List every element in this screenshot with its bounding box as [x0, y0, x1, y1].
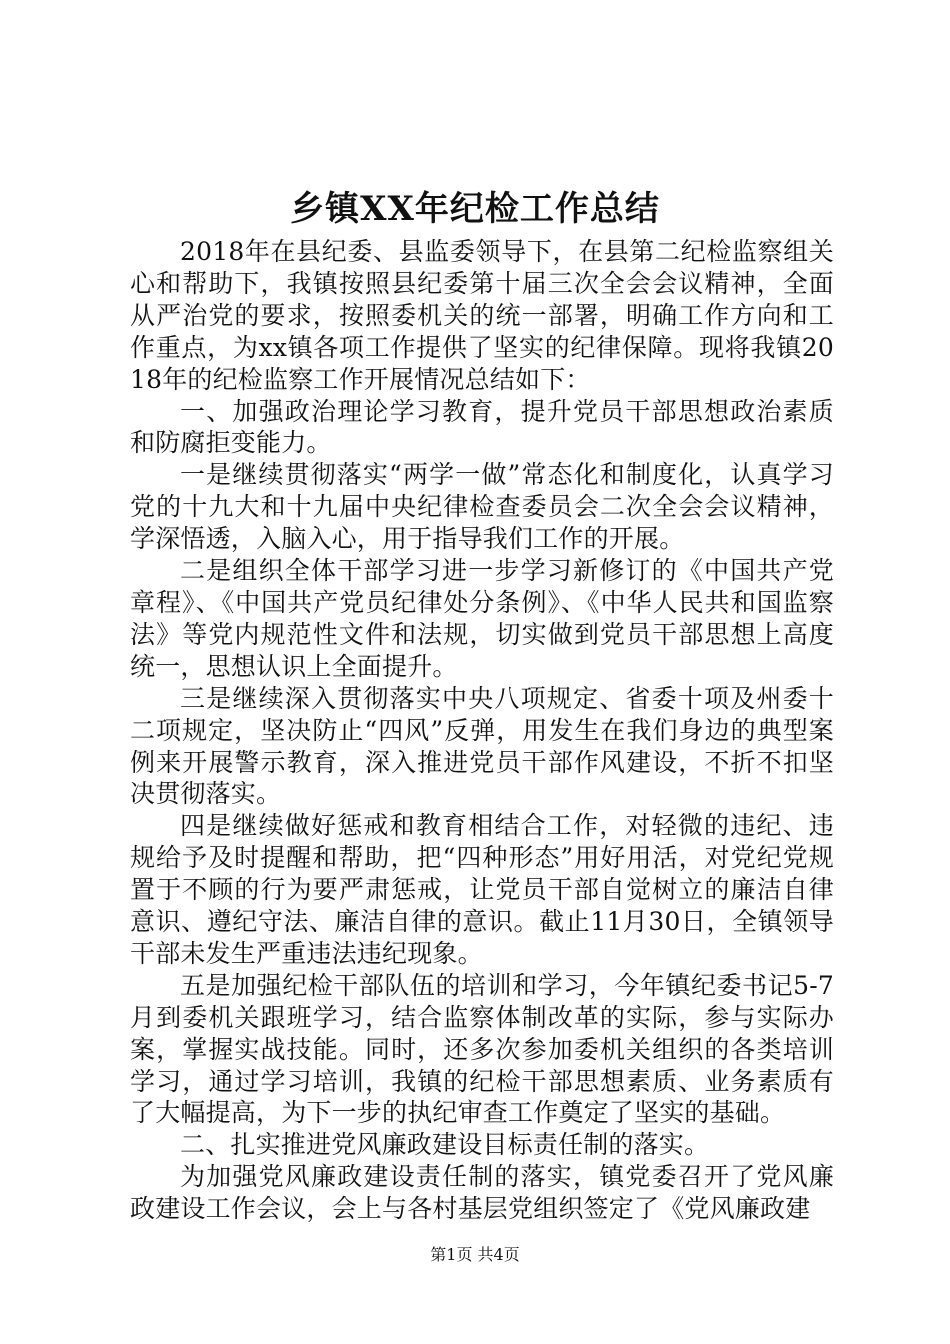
paragraph-section-2: 为加强党风廉政建设责任制的落实，镇党委召开了党风廉政建设工作会议，会上与各村基层党组织签定了《党风廉政建 [130, 1162, 834, 1224]
document-title: 乡镇XX年纪检工作总结 [290, 189, 660, 229]
paragraph-point-5: 五是加强纪检干部队伍的培训和学习，今年镇纪委书记5-7月到委机关跟班学习，结合监察体制改革的实际，参与实际办案，掌握实战技能。同时，还多次参加委机关组织的各类培训学习，通过学习培训，我镇的纪检干部思想素质、业务素质有了大幅提高，为下一步的执纪审查工作奠定了坚实的基础。 [130, 970, 834, 1128]
paragraph-point-2: 二是组织全体干部学习进一步学习新修订的《中国共产党章程》、《中国共产党员纪律处分条例》、《中华人民共和国监察法》等党内规范性文件和法规，切实做到党员干部思想上高度统一，思想认识上全面提升。 [130, 556, 834, 681]
section-heading-2: 二、扎实推进党风廉政建设目标责任制的落实。 [180, 1130, 710, 1160]
paragraph-intro: 2018年在县纪委、县监委领导下，在县第二纪检监察组关心和帮助下，我镇按照县纪委第十届三次全会会议精神，全面从严治党的要求，按照委机关的统一部署，明确工作方向和工作重点，为xx镇各项工作提供了坚实的纪律保障。现将我镇2018年的纪检监察工作开展情况总结如下： [130, 237, 834, 394]
document-body [130, 236, 834, 1225]
paragraph-point-4: 四是继续做好惩戒和教育相结合工作，对轻微的违纪、违规给予及时提醒和帮助，把“四种形态”用好用活，对党纪党规置于不顾的行为要严肃惩戒，让党员干部自觉树立的廉洁自律意识、遵纪守法、廉洁自律的意识。截止11月30日，全镇领导干部未发生严重违法违纪现象。 [130, 811, 834, 968]
paragraph-point-3: 三是继续深入贯彻落实中央八项规定、省委十项及州委十二项规定，坚决防止“四风”反弹，用发生在我们身边的典型案例来开展警示教育，深入推进党员干部作风建设，不折不扣坚决贯彻落实。 [130, 683, 834, 809]
section-heading-1: 一、加强政治理论学习教育，提升党员干部思想政治素质和防腐拒变能力。 [130, 396, 834, 458]
page-footer: 第1页 共4页 [430, 1245, 520, 1264]
paragraph-point-1: 一是继续贯彻落实“两学一做”常态化和制度化，认真学习党的十九大和十九届中央纪律检查委员会二次全会会议精神，学深悟透，入脑入心，用于指导我们工作的开展。 [130, 460, 834, 554]
